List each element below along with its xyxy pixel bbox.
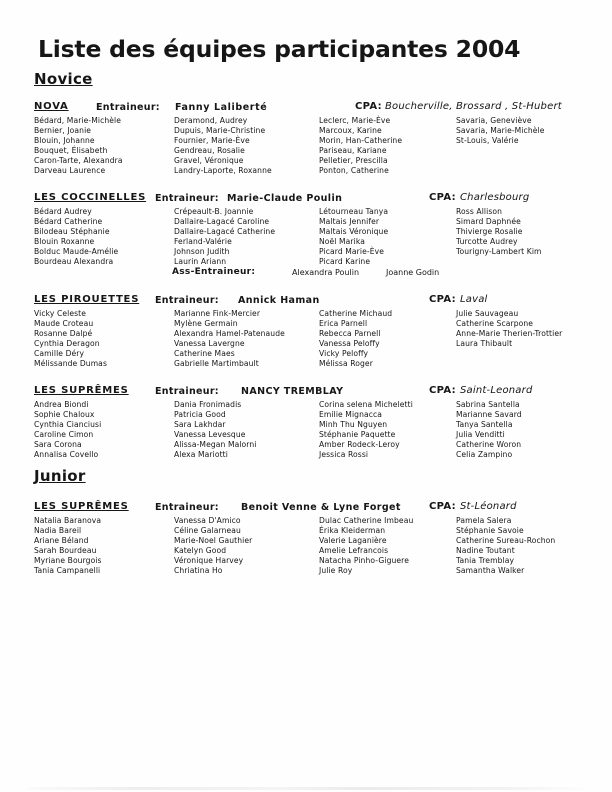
members-grid — [34, 207, 596, 267]
member-name: Julia Venditti — [456, 430, 505, 439]
member-name: Catherine Sureau-Rochon — [456, 536, 556, 545]
member-name: Maude Croteau — [34, 319, 94, 328]
member-name: Julie Roy — [319, 566, 353, 575]
member-name: Bédard Audrey — [34, 207, 92, 216]
member-name: Tania Tremblay — [456, 556, 515, 565]
member-column — [174, 309, 319, 369]
member-name: Bouquet, Élisabeth — [34, 146, 108, 155]
member-name: Amelie Lefrancois — [319, 546, 389, 555]
member-name: Catherine Maes — [174, 349, 235, 358]
ass-entraineur-name: Joanne Godin — [386, 268, 440, 277]
member-name: Minh Thu Nguyen — [319, 420, 388, 429]
coach-name: Fanny Laliberté — [175, 102, 268, 113]
member-name: Vanessa Peloffy — [319, 339, 380, 348]
member-name: Laurin Ariann — [174, 257, 227, 266]
page-title: Liste des équipes participantes 2004 — [38, 35, 521, 63]
member-name: Dallaire-Lagacé Caroline — [174, 217, 270, 226]
cpa-label: CPA: — [429, 294, 456, 305]
team-header — [34, 501, 596, 514]
cpa-label: CPA: — [429, 501, 456, 512]
member-column — [34, 516, 174, 576]
member-name: Dallaire-Lagacé Catherine — [174, 227, 276, 236]
member-name: Picard Marie-Ève — [319, 247, 384, 256]
member-name: Cynthia Deragon — [34, 339, 100, 348]
cpa-value: Laval — [460, 294, 488, 305]
member-name: Létourneau Tanya — [319, 207, 389, 216]
member-name: Leclerc, Marie-Ève — [319, 116, 391, 125]
member-name: Gravel, Véronique — [174, 156, 244, 165]
team-header — [34, 294, 596, 307]
member-name: Jessica Rossi — [319, 450, 369, 459]
member-name: Emilie Mignacca — [319, 410, 383, 419]
cpa-value: St-Léonard — [460, 501, 517, 512]
team-header — [34, 192, 596, 205]
member-column — [34, 400, 174, 460]
member-name: Crépeault-B. Joannie — [174, 207, 254, 216]
member-name: Maltais Véronique — [319, 227, 389, 236]
member-name: Valerie Laganière — [319, 536, 387, 545]
member-name: Tanya Santella — [456, 420, 513, 429]
member-name: Marcoux, Karine — [319, 126, 382, 135]
member-name: St-Louis, Valérie — [456, 136, 519, 145]
member-name: Nadine Toutant — [456, 546, 515, 555]
member-name: Catherine Scarpone — [456, 319, 534, 328]
team-name: LES SUPRÊMES — [34, 385, 129, 396]
member-column — [319, 400, 456, 460]
members-grid — [34, 400, 596, 460]
member-name: Céline Galarneau — [174, 526, 241, 535]
member-column — [174, 116, 319, 176]
member-name: Katelyn Good — [174, 546, 227, 555]
member-column — [34, 207, 174, 267]
member-column — [456, 309, 596, 369]
member-name: Ross Allison — [456, 207, 503, 216]
member-name: Marianne Savard — [456, 410, 522, 419]
member-name: Mélissande Dumas — [34, 359, 107, 368]
member-name: Dulac Catherine Imbeau — [319, 516, 414, 525]
entraineur-label: Entraineur: — [155, 386, 219, 397]
member-column — [456, 400, 596, 460]
cpa-value: Boucherville, Brossard , St-Hubert — [385, 101, 562, 112]
member-name: Cynthia Cianciusi — [34, 420, 102, 429]
member-name: Blouin Roxanne — [34, 237, 95, 246]
member-name: Myriane Bourgois — [34, 556, 102, 565]
member-name: Andrea Biondi — [34, 400, 89, 409]
team-block — [34, 192, 596, 278]
scan-artifact — [28, 787, 588, 790]
member-name: Catherine Woron — [456, 440, 522, 449]
team-name: LES SUPRÊMES — [34, 501, 129, 512]
member-column — [174, 516, 319, 576]
member-name: Sabrina Santella — [456, 400, 520, 409]
entraineur-label: Entraineur: — [155, 193, 219, 204]
team-block — [34, 385, 596, 460]
member-name: Rosanne Dalpé — [34, 329, 93, 338]
team-block — [34, 294, 596, 369]
coach-name: Annick Haman — [238, 295, 320, 306]
member-name: Savaria, Marie-Michèle — [456, 126, 545, 135]
member-column — [319, 516, 456, 576]
member-name: Tourigny-Lambert Kim — [456, 247, 542, 256]
member-name: Ferland-Valérie — [174, 237, 232, 246]
member-name: Sara Lakhdar — [174, 420, 226, 429]
team-name: LES PIROUETTES — [34, 294, 140, 305]
member-name: Vanessa Levesque — [174, 430, 246, 439]
member-name: Mylène Germain — [174, 319, 238, 328]
member-name: Caroline Cimon — [34, 430, 94, 439]
coach-name: Benoit Venne & Lyne Forget — [241, 502, 401, 513]
member-name: Blouin, Johanne — [34, 136, 95, 145]
member-column — [174, 207, 319, 267]
member-name: Picard Karine — [319, 257, 371, 266]
member-name: Samantha Walker — [456, 566, 525, 575]
member-column — [34, 309, 174, 369]
member-name: Bilodeau Stéphanie — [34, 227, 110, 236]
member-name: Ariane Béland — [34, 536, 89, 545]
ass-entraineur-name: Alexandra Poulin — [292, 268, 360, 277]
member-name: Landry-Laporte, Roxanne — [174, 166, 272, 175]
member-name: Vanessa Lavergne — [174, 339, 245, 348]
entraineur-label: Entraineur: — [96, 102, 160, 113]
member-name: Stéphanie Paquette — [319, 430, 396, 439]
member-name: Deramond, Audrey — [174, 116, 248, 125]
section-heading: Novice — [34, 70, 93, 88]
team-block — [34, 501, 596, 576]
member-name: Marianne Fink-Mercier — [174, 309, 261, 318]
member-name: Natalia Baranova — [34, 516, 102, 525]
member-name: Véronique Harvey — [174, 556, 244, 565]
coach-name: Marie-Claude Poulin — [227, 193, 343, 204]
member-name: Gendreau, Rosalie — [174, 146, 245, 155]
member-name: Johnson Judith — [174, 247, 230, 256]
member-name: Érika Kleiderman — [319, 526, 386, 535]
member-column — [456, 516, 596, 576]
entraineur-label: Entraineur: — [155, 295, 219, 306]
cpa-label: CPA: — [429, 385, 456, 396]
member-name: Noël Marika — [319, 237, 365, 246]
member-name: Alexandra Hamel-Patenaude — [174, 329, 285, 338]
team-name: LES COCCINELLES — [34, 192, 147, 203]
member-name: Amber Rodeck-Leroy — [319, 440, 400, 449]
member-name: Vanessa D'Amico — [174, 516, 241, 525]
member-name: Patricia Good — [174, 410, 226, 419]
member-name: Dupuis, Marie-Christine — [174, 126, 266, 135]
member-name: Erica Parnell — [319, 319, 368, 328]
member-name: Bédard Catherine — [34, 217, 103, 226]
entraineur-label: Entraineur: — [155, 502, 219, 513]
member-column — [319, 116, 456, 176]
cpa-label: CPA: — [429, 192, 456, 203]
member-name: Bourdeau Alexandra — [34, 257, 114, 266]
member-name: Ponton, Catherine — [319, 166, 389, 175]
member-name: Darveau Laurence — [34, 166, 106, 175]
member-name: Sarah Bourdeau — [34, 546, 97, 555]
member-name: Sara Corona — [34, 440, 82, 449]
members-grid — [34, 116, 596, 176]
cpa-value: Saint-Leonard — [460, 385, 533, 396]
member-name: Pamela Salera — [456, 516, 512, 525]
member-name: Gabrielle Martimbault — [174, 359, 259, 368]
member-name: Vicky Peloffy — [319, 349, 369, 358]
cpa-value: Charlesbourg — [460, 192, 530, 203]
member-name: Dania Fronimadis — [174, 400, 242, 409]
team-header — [34, 101, 596, 114]
member-name: Sophie Chaloux — [34, 410, 95, 419]
team-header — [34, 385, 596, 398]
member-name: Bolduc Maude-Amélie — [34, 247, 119, 256]
ass-entraineur-row — [34, 267, 596, 278]
member-name: Vicky Celeste — [34, 309, 87, 318]
member-column — [174, 400, 319, 460]
member-name: Natacha Pinho-Giguere — [319, 556, 409, 565]
member-name: Bernier, Joanie — [34, 126, 92, 135]
member-name: Savaria, Geneviève — [456, 116, 532, 125]
member-name: Nadia Bareil — [34, 526, 82, 535]
member-name: Anne-Marie Therien-Trottier — [456, 329, 563, 338]
member-name: Rebecca Parnell — [319, 329, 381, 338]
member-column — [456, 207, 596, 267]
member-name: Maltais Jennifer — [319, 217, 380, 226]
member-name: Pariseau, Kariane — [319, 146, 387, 155]
member-column — [319, 309, 456, 369]
member-name: Morin, Han-Catherine — [319, 136, 403, 145]
member-name: Julie Sauvageau — [456, 309, 519, 318]
member-name: Thivierge Rosalie — [456, 227, 523, 236]
member-name: Marie-Noel Gauthier — [174, 536, 253, 545]
sections-container — [34, 70, 596, 576]
member-name: Alexa Mariotti — [174, 450, 228, 459]
member-name: Mélissa Roger — [319, 359, 373, 368]
team-name: NOVA — [34, 101, 69, 112]
coach-name: NANCY TREMBLAY — [241, 386, 344, 397]
member-name: Fournier, Marie-Ève — [174, 136, 250, 145]
member-name: Turcotte Audrey — [456, 237, 518, 246]
member-name: Stéphanie Savoie — [456, 526, 524, 535]
members-grid — [34, 309, 596, 369]
member-name: Caron-Tarte, Alexandra — [34, 156, 123, 165]
ass-entraineur-label: Ass-Entraineur: — [172, 267, 256, 277]
member-name: Catherine Michaud — [319, 309, 393, 318]
member-name: Chriatina Ho — [174, 566, 223, 575]
member-name: Laura Thibault — [456, 339, 513, 348]
member-column — [319, 207, 456, 267]
cpa-label: CPA: — [355, 101, 382, 112]
member-column — [456, 116, 596, 176]
members-grid — [34, 516, 596, 576]
member-name: Annalisa Covello — [34, 450, 99, 459]
member-name: Corina selena Micheletti — [319, 400, 413, 409]
member-name: Bédard, Marie-Michèle — [34, 116, 122, 125]
member-name: Alissa-Megan Malorni — [174, 440, 257, 449]
team-block — [34, 101, 596, 176]
member-name: Pelletier, Prescilla — [319, 156, 388, 165]
member-name: Camille Déry — [34, 349, 85, 358]
member-name: Celia Zampino — [456, 450, 513, 459]
section-heading: Junior — [34, 467, 86, 485]
member-name: Simard Daphnée — [456, 217, 521, 226]
member-column — [34, 116, 174, 176]
member-name: Tania Campanelli — [34, 566, 101, 575]
